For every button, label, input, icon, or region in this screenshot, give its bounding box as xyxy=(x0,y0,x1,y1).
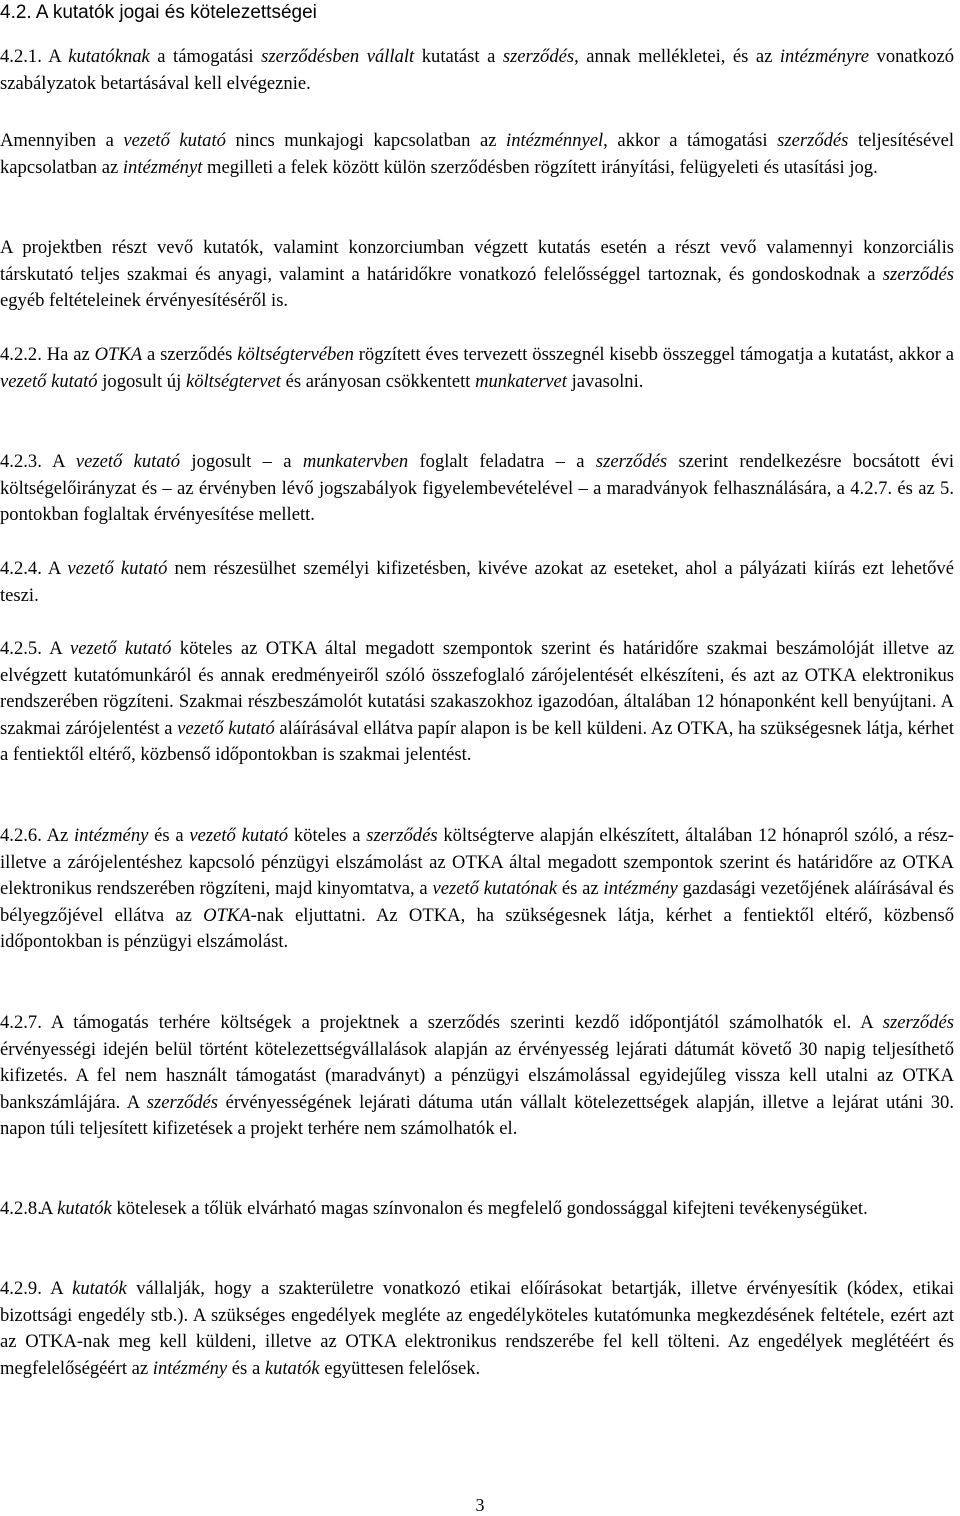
emphasized-term: vezető kutatónak xyxy=(432,878,558,900)
text-run: egyéb feltételeinek érvényesítéséről is. xyxy=(0,290,289,312)
text-run: javasolni. xyxy=(566,370,644,392)
paragraph-4-2-9 xyxy=(0,1276,954,1382)
text-run: , annak mellékletei, és az xyxy=(574,46,780,67)
text-run: A projektben részt vevő kutatók, valamint konzorciumban végzett kutatás esetén a részt vevő valamennyi konzorciális társkutató teljes szakmai és anyagi, valamint a határidőkre vonatkozó felelősséggel tartoznak, és gondoskodnak a xyxy=(0,237,954,285)
text-run: 4.2.2. Ha az xyxy=(0,344,95,365)
text-run: 4.2.6. Az xyxy=(0,825,75,846)
paragraph-4-2-1 xyxy=(0,44,954,97)
emphasized-term: vezető kutató xyxy=(70,638,172,659)
paragraph-4-2-8 xyxy=(0,1196,954,1223)
text-run: és a xyxy=(148,825,190,846)
text-run: nem részesülhet személyi kifizetésben, kivéve azokat az eseteket, ahol a pályázati kiírás ezt lehetővé teszi. xyxy=(0,558,954,606)
text-run: a szerződés xyxy=(142,344,238,365)
emphasized-term: költségtervet xyxy=(185,370,281,392)
text-run: megilleti a felek között külön szerződésben rögzített irányítási, felügyeleti és utasítási jog. xyxy=(202,156,878,178)
emphasized-term: kutatók xyxy=(264,1357,320,1379)
text-run: érvényességének lejárati dátuma után vállalt kötelezettségek alapján, illetve a lejárat utáni 30. napon túli teljesített kifizetések a projekt terhére nem számolhatók el. xyxy=(0,1091,954,1140)
text-run: vonatkozó szabályzatok betartásával kell elvégeznie. xyxy=(0,46,954,94)
text-run: 4.2.1. A xyxy=(0,46,69,67)
emphasized-term: szerződés xyxy=(366,825,438,846)
text-run: érvényességi idején belül történt kötelezettségvállalások alapján az érvényesség lejárati dátumát követő 30 napig teljesíthető kifizetés. A fel nem használt támogatást (maradványt) a pénzügyi elszámolással egyidejűleg vissza kell utalni az OTKA bankszámlájára. A xyxy=(0,1038,954,1113)
text-run: kötelesek a tőlük elvárható magas színvonalon és megfelelő gondossággal kifejteni tevékenységüket. xyxy=(111,1198,868,1219)
emphasized-term: vezető kutató xyxy=(123,130,226,151)
text-run: A xyxy=(40,1198,58,1219)
text-run: és arányosan csökkentett xyxy=(280,370,476,392)
text-run: költségterve alapján elkészített, általában 12 hónapról szóló, a rész- illetve a zárójelentéshez kapcsoló pénzügyi elszámolást az OTKA által megadott szempontok szerint és határidőre az OTKA elektronikus rendszerében rögzíteni, majd kinyomtatva, a xyxy=(0,825,955,900)
emphasized-term: intézmény xyxy=(74,825,149,846)
emphasized-term: szerződés xyxy=(146,1091,219,1113)
emphasized-term: intézménnyel xyxy=(506,130,604,151)
text-run: és a xyxy=(227,1357,265,1379)
emphasized-term: szerződés xyxy=(595,451,668,472)
paragraph-consortium xyxy=(0,235,954,315)
emphasized-term: intézményre xyxy=(779,46,870,67)
text-run: 4.2.7. A támogatás terhére költségek a projektnek a szerződés szerinti kezdő időpontjától számolhatók el. A xyxy=(0,1012,883,1033)
emphasized-term: kutatók xyxy=(57,1198,112,1219)
emphasized-term: intézményt xyxy=(122,156,203,178)
paragraph-4-2-3 xyxy=(0,449,954,529)
text-run: jogosult – a xyxy=(180,451,303,472)
emphasized-term: vezető kutató xyxy=(189,825,289,846)
text-run: nincs munkajogi kapcsolatban az xyxy=(225,130,507,151)
emphasized-term: munkatervet xyxy=(475,370,567,392)
emphasized-term: munkatervben xyxy=(302,451,409,472)
text-run: a támogatási xyxy=(149,46,262,67)
text-run: rögzített éves tervezett összegnél kisebb összeggel támogatja a kutatást, akkor a xyxy=(353,344,954,365)
section-heading: 4.2. A kutatók jogai és kötelezettségei xyxy=(0,2,317,23)
paragraph-4-2-7 xyxy=(0,1010,954,1143)
text-run: gazdasági vezetőjének aláírásával és bélyegzőjével ellátva az xyxy=(0,878,954,926)
emphasized-term: vezető kutató xyxy=(0,370,98,392)
text-run: kutatást a xyxy=(414,46,503,67)
text-run: aláírásával ellátva papír alapon is be kell küldeni. Az OTKA, ha szükségesnek látja, kérhet a fentiektől eltérő, közbenső időpontokban is szakmai jelentést. xyxy=(0,717,954,766)
emphasized-term: OTKA xyxy=(94,344,143,365)
text-run: 4.2.5. A xyxy=(0,638,71,659)
text-run: 4.2.4. A xyxy=(0,558,68,579)
text-run: 4.2.8. xyxy=(0,1198,42,1219)
emphasized-term: intézmény xyxy=(152,1357,228,1379)
paragraph-4-2-5 xyxy=(0,636,954,769)
text-run: foglalt feladatra – a xyxy=(408,451,596,472)
text-run: Amennyiben a xyxy=(0,130,124,151)
text-run: szerint rendelkezésre bocsátott évi költségelőirányzat és – az érvényben lévő jogszabályok figyelembevételével – a maradványok felhasználására, a 4.2.7. és az 5. pontokban foglaltak érvényesítése mellett. xyxy=(0,451,954,526)
text-run: jogosult új xyxy=(97,370,186,392)
text-run: köteles a xyxy=(288,825,367,846)
emphasized-term: kutatók xyxy=(72,1278,127,1299)
paragraph-supervision xyxy=(0,128,954,181)
text-run: 4.2.3. A xyxy=(0,451,76,472)
emphasized-term: szerződés xyxy=(502,46,575,67)
emphasized-term: intézmény xyxy=(603,878,678,900)
emphasized-term: szerződés xyxy=(777,130,849,151)
emphasized-term: vezető kutató xyxy=(75,451,181,472)
paragraph-4-2-4 xyxy=(0,556,954,609)
paragraph-4-2-6 xyxy=(0,823,954,956)
emphasized-term: költségtervében xyxy=(237,344,354,365)
text-run: , akkor a támogatási xyxy=(603,130,778,151)
text-run: -nak eljuttatni. Az OTKA, ha szükségesnek látja, kérhet a fentiektől eltérő, közbenső időpontokban is pénzügyi elszámolást. xyxy=(0,904,954,953)
emphasized-term: vezető kutató xyxy=(177,717,275,739)
emphasized-term: vezető kutató xyxy=(67,558,168,579)
text-run: 4.2.9. A xyxy=(0,1278,73,1299)
paragraph-4-2-2 xyxy=(0,342,954,395)
page-number: 3 xyxy=(475,1495,485,1515)
text-run: vállalják, hogy a szakterületre vonatkozó etikai előírásokat betartják, illetve érvényesítik (kódex, etikai bizottsági engedély stb.). A szükséges engedélyek megléte az engedélyköteles kutatómunka megkezdésének feltétele, ezért azt az OTKA-nak meg kell küldeni, illetve az OTKA elektronikus rendszerébe fel kell tölteni. Az engedélyek meglétéért és megfelelőségéért az xyxy=(0,1278,954,1379)
text-run: teljesítésével kapcsolatban az xyxy=(0,130,954,178)
emphasized-term: kutatóknak xyxy=(68,46,150,67)
text-run: együttesen felelősek. xyxy=(319,1357,481,1379)
emphasized-term: OTKA xyxy=(203,904,251,926)
emphasized-term: szerződés xyxy=(882,1012,954,1033)
text-run: és az xyxy=(557,878,604,900)
emphasized-term: szerződésben vállalt xyxy=(261,46,415,67)
text-run: köteles az OTKA által megadott szempontok szerint és határidőre szakmai beszámolóját illetve az elvégzett kutatómunkáról és annak eredményeiről szóló összefoglaló zárójelentését elkészíteni, és azt az OTKA elektronikus rendszerében rögzíteni. Szakmai részbeszámolót kutatási szakaszokhoz igazodóan, általában 12 hónaponként kell benyújtani. A szakmai zárójelentést a xyxy=(0,638,954,739)
emphasized-term: szerződés xyxy=(882,263,954,285)
